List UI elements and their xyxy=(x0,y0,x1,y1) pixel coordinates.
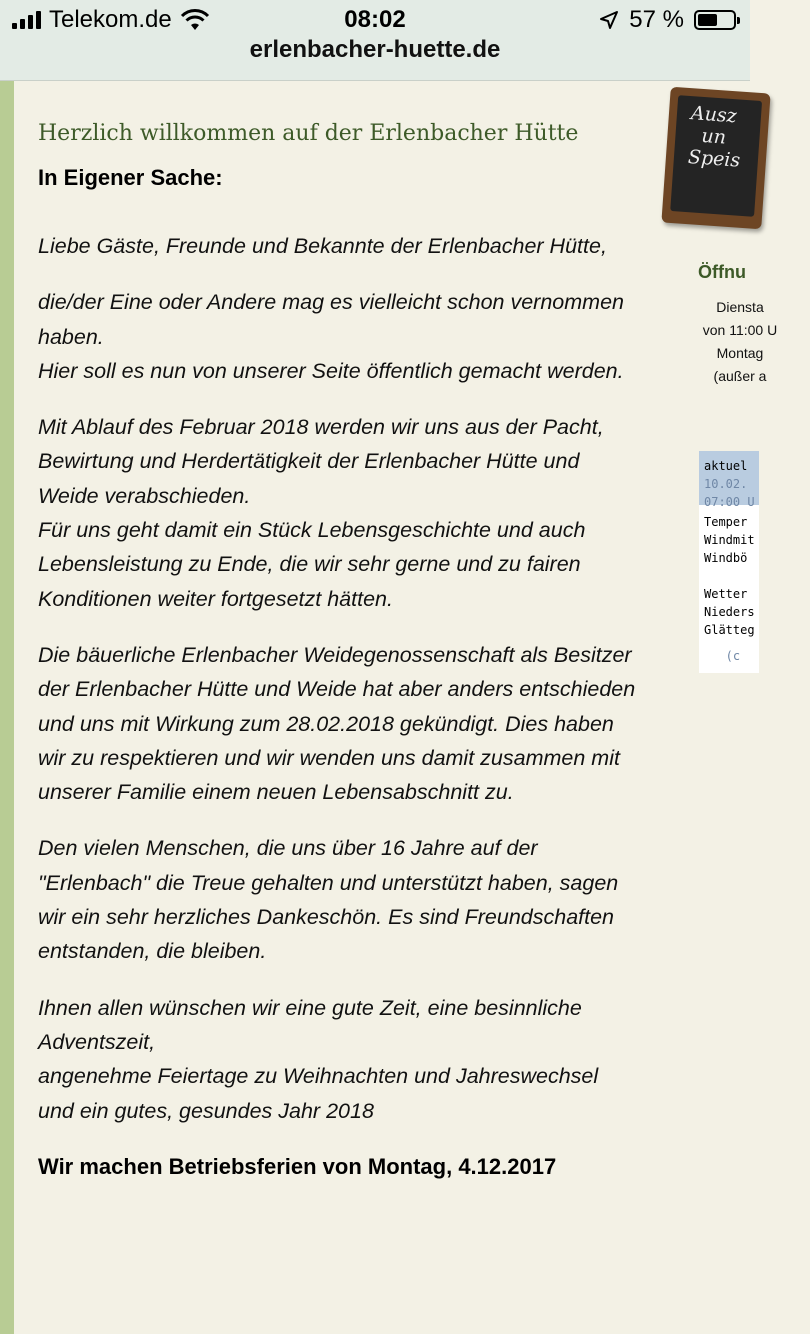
hours-line: (außer a xyxy=(713,368,767,384)
paragraph-wishes: Ihnen allen wünschen wir eine gute Zeit, eine besinnliche Adventszeit, angenehme Feiertage zu Weihnachten und Jahreswechsel und ein gutes, gesundes Jahr 2018 xyxy=(38,995,599,1123)
weather-widget[interactable] xyxy=(699,451,759,673)
paragraph-cooperative: Die bäuerliche Erlenbacher Weidegenossenschaft als Besitzer der Erlenbacher Hütte und Weide hat aber anders entschieden und uns mit Wirkung zum 28.02.2018 gekündigt. Dies haben wir zu respektieren und wir wenden uns damit zusammen mit unserer Familie einem neuen Lebensabschnitt zu. xyxy=(38,642,636,805)
main-content xyxy=(38,81,638,1182)
opening-hours-title: Öffnu xyxy=(698,262,746,282)
weather-line: Temper xyxy=(704,515,748,529)
wifi-icon xyxy=(180,9,210,31)
weather-line: Glätteg xyxy=(704,623,755,637)
hours-line: Diensta xyxy=(716,299,764,315)
hours-line: von 11:00 U xyxy=(702,322,778,338)
paragraph-thanks: Den vielen Menschen, die uns über 16 Jahre auf der "Erlenbach" die Treue gehalten und unterstützt haben, sagen wir ein sehr herzliches Dankeschön. Es sind Freundschaften entstanden, die bleiben. xyxy=(38,836,619,964)
url-bar[interactable]: erlenbacher-huette.de xyxy=(249,36,501,63)
paragraph-greeting: Liebe Gäste, Freunde und Bekannte der Erlenbacher Hütte, xyxy=(38,234,607,258)
page-title: Herzlich willkommen auf der Erlenbacher Hütte xyxy=(38,121,579,146)
battery-icon xyxy=(694,10,736,30)
weather-line xyxy=(704,567,759,585)
weather-body xyxy=(699,505,759,665)
weather-header xyxy=(699,451,759,509)
status-left xyxy=(12,6,210,34)
location-arrow-icon xyxy=(599,10,619,30)
battery-percent: 57 % xyxy=(629,6,684,33)
weather-copyright: (c xyxy=(704,649,741,663)
holiday-notice: Wir machen Betriebsferien von Montag, 4.12.2017 xyxy=(38,1153,557,1179)
weather-line: Windbö xyxy=(704,551,748,565)
chalkboard-text: Ausz un Speis xyxy=(670,95,762,217)
weather-head-date: 10.02. xyxy=(704,477,748,491)
paragraph-announcement: die/der Eine oder Andere mag es vielleicht schon vernommen haben. Hier soll es nun von unserer Seite öffentlich gemacht werden. xyxy=(38,290,624,383)
status-bar xyxy=(0,0,750,81)
carrier-label: Telekom.de xyxy=(49,6,172,33)
signal-icon xyxy=(12,11,41,29)
weather-line: Wetter xyxy=(704,587,748,601)
weather-head-time: 07:00 U xyxy=(704,495,755,509)
clock: 08:02 xyxy=(344,6,406,33)
opening-hours xyxy=(670,296,810,388)
section-heading: In Eigener Sache: xyxy=(38,165,223,190)
hours-line: Montag xyxy=(716,345,764,361)
weather-head-title: aktuel xyxy=(704,459,748,473)
left-accent-bar xyxy=(0,81,14,1334)
status-right xyxy=(599,6,736,34)
menu-chalkboard-image[interactable] xyxy=(661,87,770,230)
weather-line: Windmit xyxy=(704,533,755,547)
weather-line xyxy=(704,639,759,647)
paragraph-lease-end: Mit Ablauf des Februar 2018 werden wir uns aus der Pacht, Bewirtung und Herdertätigkeit der Erlenbacher Hütte und Weide verabschieden. Für uns geht damit ein Stück Lebensgeschichte und auch Lebensleistung zu Ende, die wir sehr gerne und zu fairen Konditionen weiter fortgesetzt hätten. xyxy=(38,415,604,611)
weather-line: Nieders xyxy=(704,605,755,619)
